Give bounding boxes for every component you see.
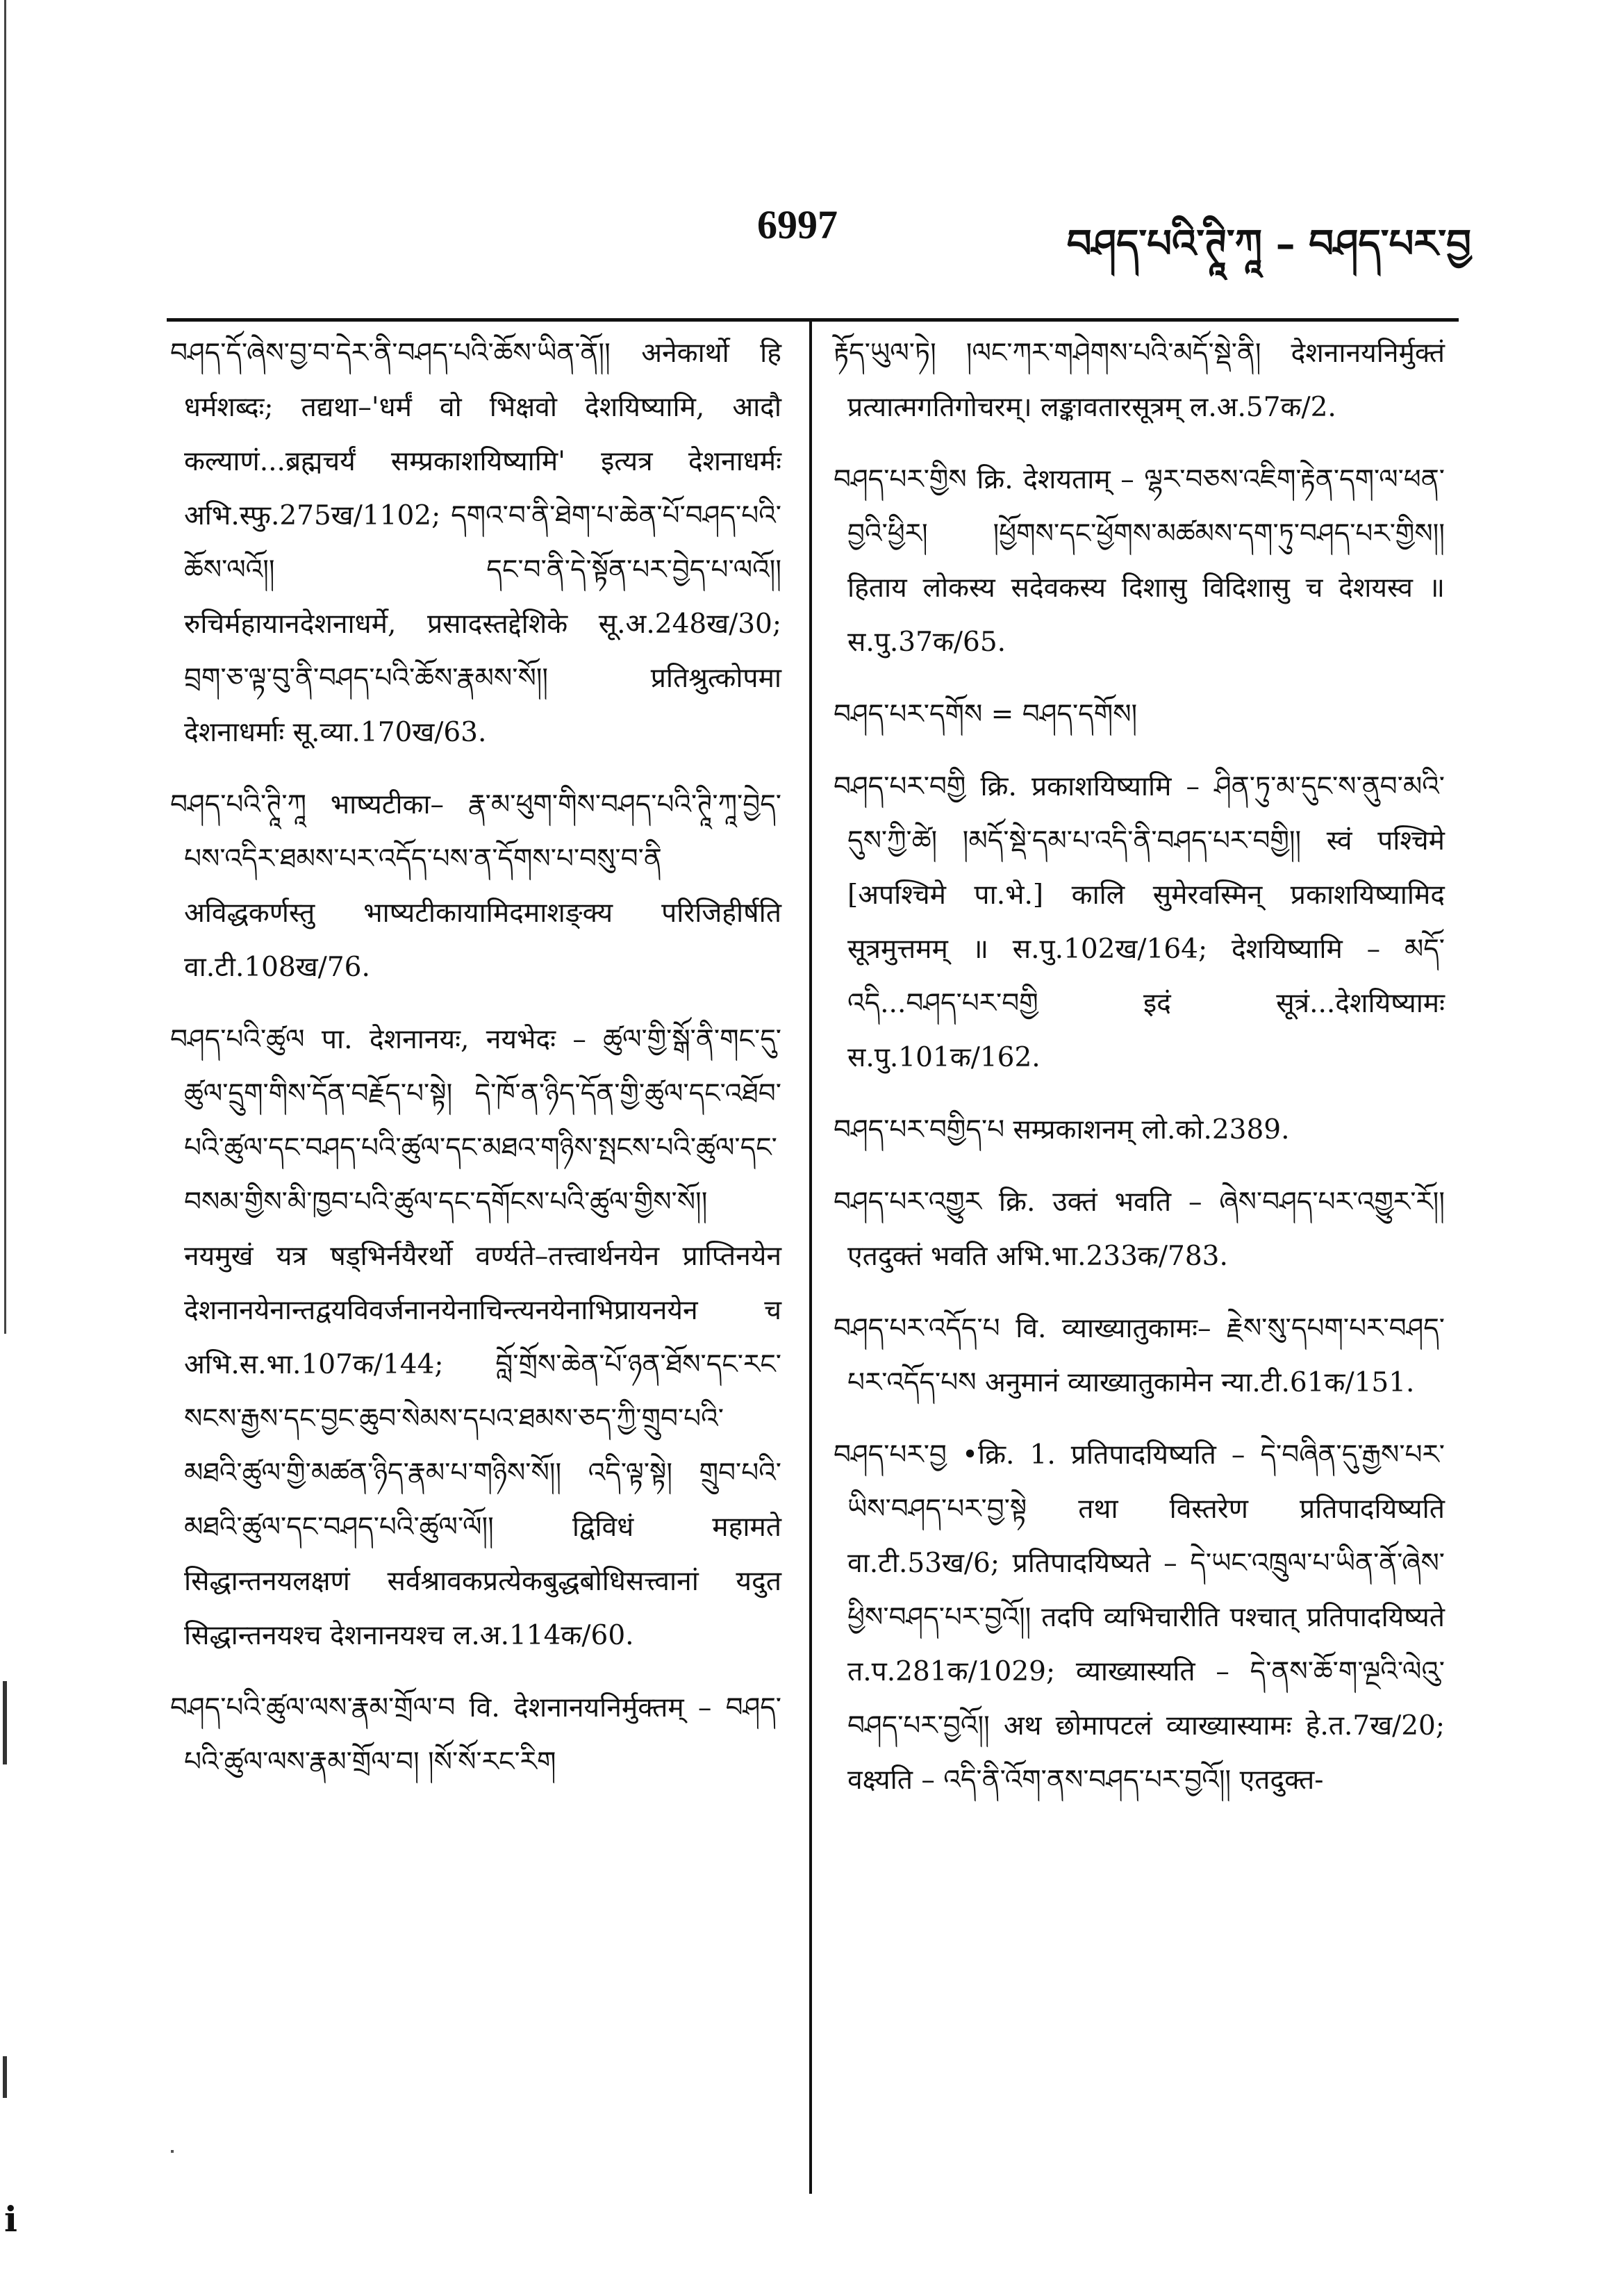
dictionary-entry: བཤད་པར་འདོད་པ वि. व्याख्यातुकामः– རྗེས་སུ་དཔག་པར་བཤད་པར་འདོད་པས अनुमानं व्याख्यातुकामेन न्या.टी.61क/151. — [834, 1313, 1445, 1398]
scan-dot — [171, 2150, 174, 2153]
top-rule — [167, 318, 1459, 322]
dictionary-entry: བཤད་པར་གྱིས क्रि. देशयताम् – ལྷར་བཅས་འཇིག་རྟེན་དག་ལ་ཕན་བྱའི་ཕྱིར། །ཕྱོགས་དང་ཕྱོགས་མཚམས་དག་ཏུ་བཤད་པར་གྱིས།། हिताय लोकस्य सदेवकस्य दिशासु विदिशासु च देशयस्व ॥ स.पु.37क/65. — [834, 464, 1445, 658]
column-divider — [809, 318, 812, 2194]
dictionary-entry: བཤད་པར་བགྱི क्रि. प्रकाशयिष्यामि – ཤིན་ཏུ་མ་དུང་ས་ནུབ་མའི་དུས་ཀྱི་ཚེ། །མདོ་སྡེ་དམ་པ་འདི་ནི་བཤད་པར་བགྱི།། स्वं पश्चिमे [अपश्चिमे पा.भे.] कालि सुमेरवस्मिन् प्रकाशयिष्यामिद सूत्रमुत्तमम् ॥ स.पु.102ख/164; देशयिष्यामि – མདོ་འདི...བཤད་པར་བགྱི इदं सूत्रं...देशयिष्यामः स.पु.101क/162. — [834, 771, 1445, 1073]
dictionary-entry: བཤད་པར་འགྱུར क्रि. उक्तं भवति – ཞེས་བཤད་པར་འགྱུར་རོ།། एतदुक्तं भवति अभि.भा.233क/783. — [834, 1187, 1445, 1272]
dictionary-entry: རྟོད་ཡུལ་ཏེ། །ལང་ཀར་གཤེགས་པའི་མདོ་སྡེ་ནི། देशनानयनिर्मुक्तं प्रत्यात्मगतिगोचरम्। लङ्कावतारसूत्रम् ल.अ.57क/2. — [834, 338, 1445, 423]
dictionary-entry: བཤད་པར་དགོས = བཤད་དགོས། — [834, 699, 1138, 730]
scan-corner-mark: i — [4, 2199, 17, 2240]
right-column — [834, 326, 1445, 1826]
dictionary-entry: བཤད་པའི་ཊཱི་ཀཱ भाष्यटीका– རྣ་མ་ཕུག་གིས་བཤད་པའི་ཊཱི་ཀཱ་བྱེད་པས་འདིར་ཐམས་པར་འདོད་པས་ན་དོགས་པ་བསུ་བ་ནི अविद्धकर्णस्तु भाष्यटीकायामिदमाशङ्क्य परिजिहीर्षति वा.टी.108ख/76. — [170, 789, 781, 983]
scan-margin-line — [4, 0, 6, 1334]
left-column — [170, 326, 781, 1808]
dictionary-entry: བཤད་པར་བྱ •क्रि. 1. प्रतिपादयिष्यति – དེ་བཞིན་དུ་རྒྱས་པར་ཡིས་བཤད་པར་བྱ་སྟེ तथा विस्तरेण प्रतिपादयिष्यति वा.टी.53ख/6; प्रतिपादयिष्यते – དེ་ཡང་འཁྲུལ་པ་ཡིན་ནོ་ཞེས་ཕྱིས་བཤད་པར་བྱའོ།། तदपि व्यभिचारीति पश्चात् प्रतिपादयिष्यते त.प.281क/1029; व्याख्यास्यति – དེ་ནས་ཆོ་ག་ལྔའི་ལེའུ་བཤད་པར་བྱའོ།། अथ छोमापटलं व्याख्यास्यामः हे.त.7ख/20; वक्ष्यति – འདི་ནི་འོག་ནས་བཤད་པར་བྱའོ།། एतदुक्त- — [834, 1439, 1445, 1796]
dictionary-entry: བཤད་པའི་ཚུལ་ལས་རྣམ་གྲོལ་བ वि. देशनानयनिर्मुक्तम् – བཤད་པའི་ཚུལ་ལས་རྣམ་གྲོལ་བ། །སོ་སོ་རང་རིག — [170, 1692, 781, 1778]
scan-margin-tick — [3, 1681, 7, 1764]
running-head: བཤད་པའི་ཊཱི་ཀཱ – བཤད་པར་བྱ — [1066, 221, 1471, 267]
dictionary-entry: བཤད་དོ་ཞེས་བྱ་བ་དེར་ནི་བཤད་པའི་ཆོས་ཡིན་ནོ།། अनेकार्थो हि धर्मशब्दः; तद्यथा–'धर्मं वो भिक्षवो देशयिष्यामि, आदौ कल्याणं...ब्रह्मचर्यं सम्प्रकाशयिष्यामि' इत्यत्र देशनाधर्मः अभि.स्फु.275ख/1102; དགའ་བ་ནི་ཐེག་པ་ཆེན་པོ་བཤད་པའི་ཆོས་ལའོ།། དང་བ་ནི་དེ་སྟོན་པར་བྱེད་པ་ལའོ།། रुचिर्महायानदेशनाधर्मे, प्रसादस्तद्देशिके सू.अ.248ख/30; བྲག་ཅ་ལྟ་བུ་ནི་བཤད་པའི་ཆོས་རྣམས་སོ།། प्रतिश्रुत्कोपमा देशनाधर्माः सू.व्या.170ख/63. — [170, 338, 781, 748]
dictionary-entry: བཤད་པར་བགྱིད་པ सम्प्रकाशनम् लो.को.2389. — [834, 1114, 1290, 1146]
scan-margin-tick — [3, 2056, 7, 2098]
dictionary-entry: བཤད་པའི་ཚུལ पा. देशनानयः, नयभेदः – ཚུལ་གྱི་སྒོ་ནི་གང་དུ་ཚུལ་དྲུག་གིས་དོན་བརྗོད་པ་སྟེ། དེ་ཁོ་ན་ཉིད་དོན་གྱི་ཚུལ་དང་འཐོབ་པའི་ཚུལ་དང་བཤད་པའི་ཚུལ་དང་མཐའ་གཉིས་སྤངས་པའི་ཚུལ་དང་བསམ་གྱིས་མི་ཁྱབ་པའི་ཚུལ་དང་དགོངས་པའི་ཚུལ་གྱིས་སོ།། नयमुखं यत्र षड्भिर्नयैरर्थो वर्ण्यते–तत्त्वार्थनयेन प्राप्तिनयेन देशनानयेनान्तद्वयविवर्जनानयेनाचिन्त्यनयेनाभिप्रायनयेन च अभि.स.भा.107क/144; བློ་གྲོས་ཆེན་པོ་ཉན་ཐོས་དང་རང་སངས་རྒྱས་དང་བྱང་ཆུབ་སེམས་དཔའ་ཐམས་ཅད་ཀྱི་གྲུབ་པའི་མཐའི་ཚུལ་གྱི་མཚན་ཉིད་རྣམ་པ་གཉིས་སོ།། འདི་ལྟ་སྟེ། གྲུབ་པའི་མཐའི་ཚུལ་དང་བཤད་པའི་ཚུལ་ལོ།། द्विविधं महामते सिद्धान्तनयलक्षणं सर्वश्रावकप्रत्येकबुद्धबोधिसत्त्वानां यदुत सिद्धान्तनयश्च देशनानयश्च ल.अ.114क/60. — [170, 1024, 781, 1651]
page-number: 6997 — [757, 202, 838, 247]
